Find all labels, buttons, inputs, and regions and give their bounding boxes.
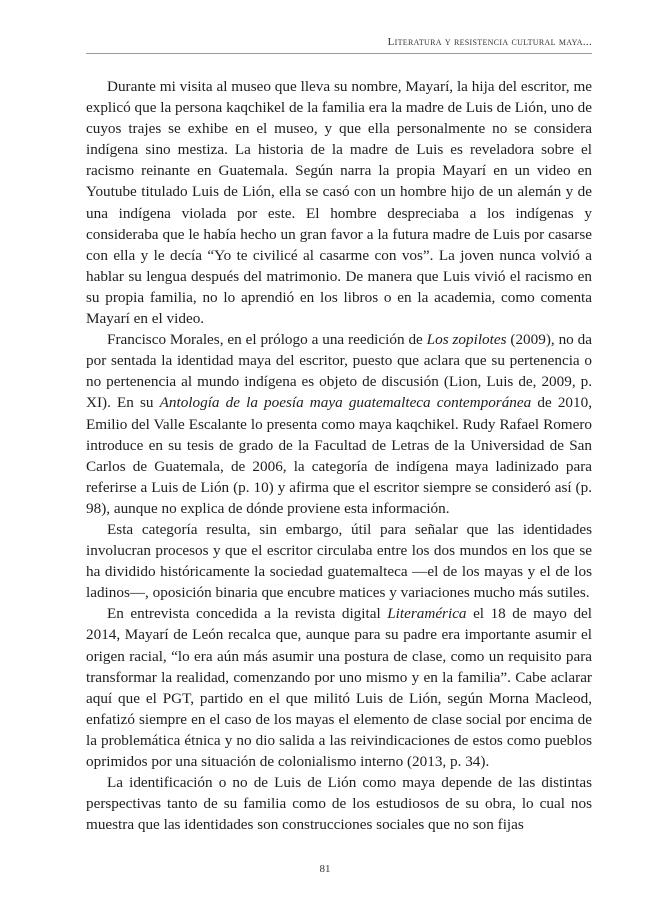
paragraph-4-text: el 18 de mayo del 2014, Mayarí de León recalca que, aunque para su padre era importante asumir el origen racial, “lo era aún más asumir una postura de clase, como un requisito para transformar la realidad, comenzando por uno mismo y en la familia”. Cabe aclarar aquí que el PGT, partido en el que militó Luis de Lión, según Morna Macleod, enfatizó siempre en el caso de los mayas el elemento de clase social por encima de la problemática étnica y no dio salida a las reivindicaciones de estos como pueblos oprimidos por una situación de colonialismo interno (2013, p. 34). — [86, 605, 592, 770]
header-rule — [86, 53, 592, 54]
paragraph-2-text: Francisco Morales, en el prólogo a una reedición de — [107, 331, 427, 349]
paragraph-5 — [86, 772, 592, 835]
book-title-antologia: Antología de la poesía maya guatemalteca contemporánea — [159, 394, 532, 412]
paragraph-1-text: Durante mi visita al museo que lleva su nombre, Mayarí, la hija del escritor, me explicó que la persona kaqchikel de la familia era la madre de Luis de Lión, uno de cuyos trajes se exhibe en el museo, y que ella personalmente no se considera indígena sino mestiza. La historia de la madre de Luis es reveladora sobre el racismo reinante en Guatemala. Según narra la propia Mayarí en un video en Youtube titulado Luis de Lión, ella se casó con un hombre hijo de un alemán y de una indígena violada por este. El hombre despreciaba a los indígenas y consideraba que le había hecho un gran favor a la futura madre de Luis por casarse con ella y le decía “Yo te civilicé al casarme con vos”. La joven nunca volvió a hablar su lengua después del matrimonio. De manera que Luis vivió el racismo en su propia familia, no lo aprendió en los libros o en la academia, como comenta Mayarí en el video. — [86, 78, 592, 328]
paragraph-2-text: de 2010, Emilio del Valle Escalante lo presenta como maya kaqchikel. Rudy Rafael Romero introduce en su tesis de grado de la Facultad de Letras de la Universidad de San Carlos de Guatemala, de 2006, la categoría de indígena maya ladinizado para referirse a Luis de Lión (p. 10) y afirma que el escritor siempre se consideró así (p. 98), aunque no explica de dónde proviene esta información. — [86, 394, 592, 517]
paragraph-4-text: En entrevista concedida a la revista digital — [107, 605, 388, 623]
paragraph-5-text: La identificación o no de Luis de Lión como maya depende de las distintas perspectivas tanto de su familia como de los estudiosos de su obra, lo cual nos muestra que las identidades son construcciones sociales que no son fijas — [86, 774, 592, 834]
paragraph-3-text: Esta categoría resulta, sin embargo, útil para señalar que las identidades involucran procesos y que el escritor circulaba entre los dos mundos en los que se ha dividido históricamente la sociedad guatemalteca —el de los mayas y el de los ladinos—, oposición binaria que encubre matices y variaciones mucho más sutiles. — [86, 520, 592, 602]
running-header: Literatura y resistencia cultural maya... — [387, 36, 592, 48]
paragraph-2 — [86, 329, 592, 519]
page-number: 81 — [319, 863, 331, 875]
paragraph-3 — [86, 519, 592, 603]
paragraph-2-text: (2009), no da por sentada la identidad maya del escritor, puesto que aclara que su pertenencia o no pertenencia al mundo indígena es objeto de discusión (Lion, Luis de, 2009, p. XI). En su — [86, 331, 592, 412]
paragraph-1 — [86, 76, 592, 329]
body-text — [86, 76, 592, 835]
book-title-los-zopilotes: Los zopilotes — [426, 331, 507, 349]
magazine-title-literamerica: Literamérica — [387, 605, 467, 623]
paragraph-4 — [86, 603, 592, 772]
